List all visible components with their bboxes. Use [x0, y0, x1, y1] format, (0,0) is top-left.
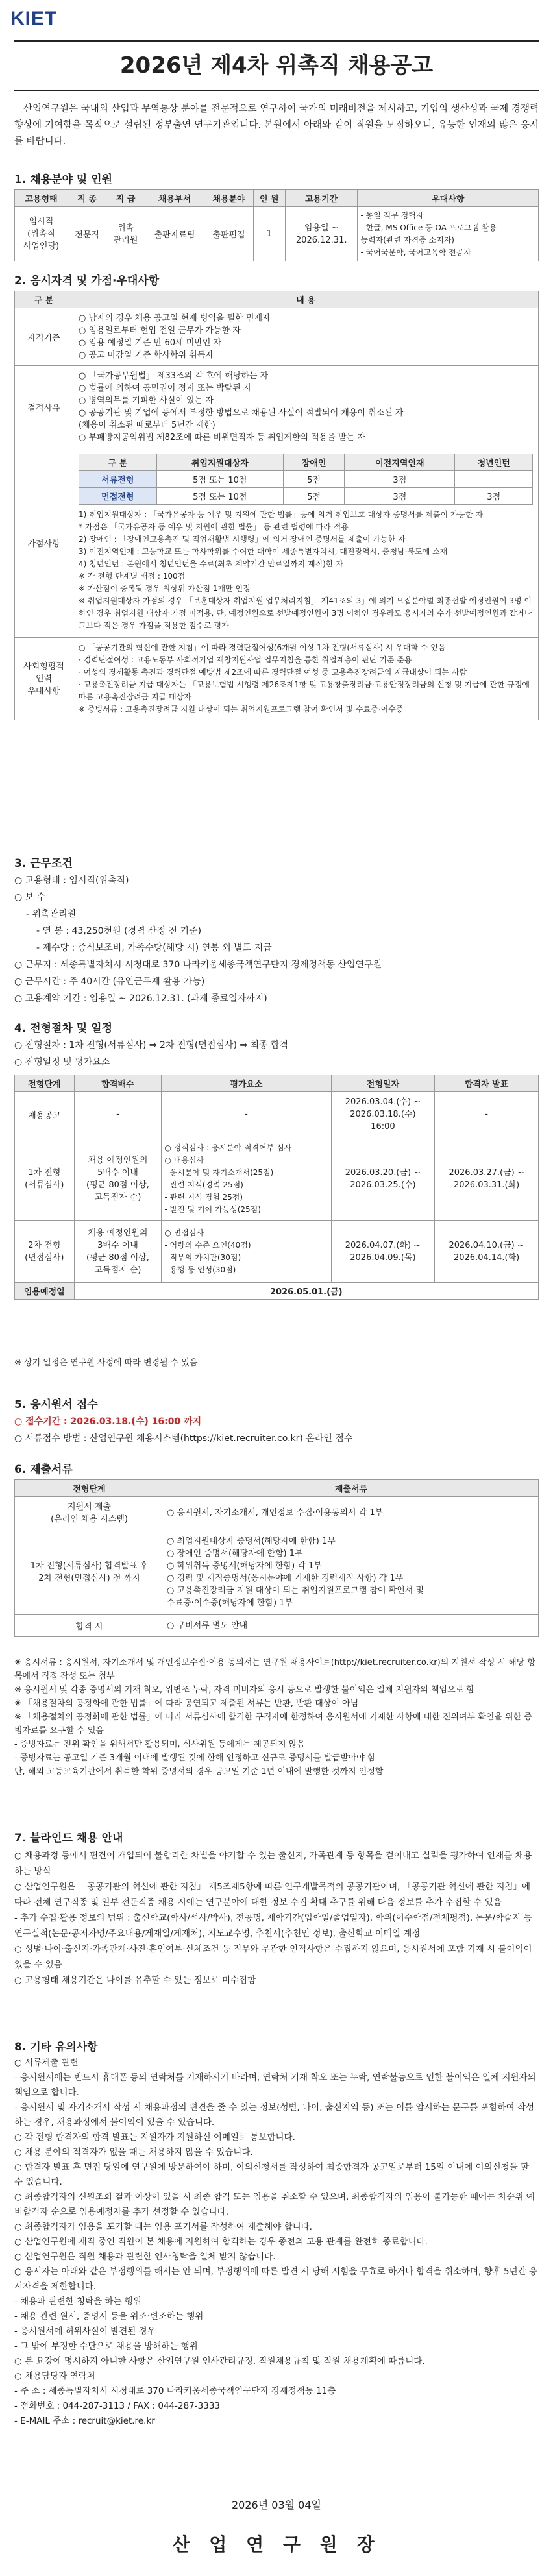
date-line: 2026.04.09.(목) — [350, 1252, 416, 1263]
th-type: 고용형태 — [15, 190, 68, 207]
stage-line: (면접심사) — [25, 1252, 64, 1263]
docs-list — [164, 1529, 539, 1615]
th-period: 고용기간 — [285, 190, 358, 207]
docs-line: ○ 장애인 증명서(해당자에 한함) 1부 — [167, 1548, 303, 1559]
docs-line: ○ 최업지원대상자 증명서(해당자에 한함) 1부 — [167, 1536, 336, 1546]
qual-line: ○ 공고 마감일 기준 학사학위 취득자 — [79, 350, 214, 360]
pref-line: - 동일 직무 경력자 — [360, 210, 424, 220]
social-content — [73, 638, 539, 720]
docs-stage-line: 지원서 제출 — [68, 1501, 111, 1512]
social-label-line: 사회형평적 — [23, 661, 64, 672]
type-line: 임시직 — [29, 217, 54, 226]
social-line: · 경력단절여성 : 고용노동부 사회적기업 재창지원사업 업무지침을 통한 취업계층이 판단 기준 준용 — [79, 655, 412, 664]
condition-line: ○ 고용계약 기간 : 임용일 ~ 2026.12.31. (과제 종료일자까지) — [14, 993, 267, 1004]
other-line: ○ 채용담당자 연락처 — [14, 2371, 95, 2381]
documents-notes — [14, 1656, 539, 1779]
type-line: 사업인당) — [23, 241, 60, 251]
docs-line: ○ 응시원서, 자기소개서, 개인정보 수집·이용동의서 각 1부 — [167, 1508, 384, 1518]
docs-stage: 합격 시 — [15, 1615, 164, 1637]
stage-cell: 채용공고 — [15, 1092, 75, 1137]
ratio-cell — [74, 1221, 162, 1283]
blind-line: ○ 채용과정 등에서 편견이 개입되어 불합리한 차별을 야기할 수 있는 출신지, 가족관계 등 항목을 걷어내고 실력을 평가하여 인재를 채용하는 방식 — [14, 1851, 532, 1877]
other-line: - 응시원서 및 자기소개서 작성 시 채용과정의 편견을 줄 수 있는 정보(성별, 나이, 출신지역 등) 또는 이를 암시하는 문구를 포함하여 작성하는 경우, 채용과정에서 불이익이 있을 수 있습니다. — [14, 2102, 534, 2128]
recruit-field-table — [14, 189, 539, 261]
bonus-row-name: 면접전형 — [79, 488, 157, 505]
schedule-th: 합격배수 — [74, 1075, 162, 1092]
intro-text: 산업연구원은 국내외 산업과 무역통상 분야를 전문적으로 연구하여 국가의 미래비전을 제시하고, 기업의 생산성과 국제 경쟁력 향상에 기여함을 목적으로 설립된 정부출연 연구기관입니다. 본원에서 아래와 같이 직원을 모집하오니, 유능한 인재의 많은 응시를 바랍니다. — [14, 104, 539, 147]
section-4-heading: 4. 전형절차 및 일정 — [14, 1022, 112, 1035]
bonus-cell: 5점 또는 10점 — [156, 488, 284, 505]
pref-line: - 한글, MS Office 등 OA 프로그램 활용 — [360, 223, 497, 232]
other-line: - 전화번호 : 044-287-3113 / FAX : 044-287-3333 — [14, 2401, 220, 2411]
blind-line: ○ 성별·나이·출신지·가족관계·사진·혼인여부·신체조건 등 직무와 무관한 인적사항은 수집하지 않으며, 응시원서에 포함 기재 시 불이익이 있을 수 있음 — [14, 1944, 532, 1970]
disq-line: ○ 공공기관 및 기업에 등에서 부정한 방법으로 채용된 사실이 적발되어 채용이 취소된 자 — [79, 408, 404, 418]
result-cell: - — [435, 1092, 539, 1137]
section-6-heading: 6. 제출서류 — [14, 1463, 73, 1476]
bonus-th: 장애인 — [284, 454, 345, 471]
bonus-note: 3) 이전지역인재 : 고등학교 또는 학사학위를 수여한 대학이 세종특별자치시, 대전광역시, 충청남·북도에 소재 — [79, 547, 448, 556]
th-content: 내 용 — [73, 291, 539, 308]
docs-line: ○ 고용촉진장려금 지원 대상이 되는 취업지원프로그램 참여 확인서 및 — [167, 1585, 424, 1596]
cell-count: 1 — [253, 207, 285, 261]
date-line: 16:00 — [371, 1122, 395, 1132]
grade-line: 위촉 — [117, 223, 134, 233]
final-date-value: 2026.05.01.(금) — [74, 1283, 538, 1300]
ratio-line: 채용 예정인원의 — [88, 1228, 148, 1238]
date-cell — [331, 1221, 435, 1283]
th-dept: 채용부서 — [145, 190, 204, 207]
eval-line: - 용행 등 인성(30점) — [164, 1265, 236, 1274]
other-line: - 그 밖에 부정한 수단으로 채용을 방해하는 행위 — [14, 2341, 198, 2351]
docs-th: 전형단계 — [15, 1480, 164, 1497]
th-category: 구 분 — [15, 291, 73, 308]
docs-stage-line: 1차 전형(서류심사) 합격발표 후 — [30, 1561, 149, 1571]
date-line: 2026.03.18.(수) — [350, 1110, 416, 1119]
ratio-line: 5배수 이내 — [97, 1167, 138, 1178]
ratio-line: 고득점자 순) — [94, 1265, 141, 1275]
docs-th: 제출서류 — [164, 1480, 539, 1497]
qual-content — [73, 308, 539, 366]
ratio-line: (평균 80점 이상, — [86, 1252, 149, 1263]
schedule-table — [14, 1075, 539, 1300]
work-conditions — [14, 872, 539, 1007]
other-line: - 응시원서에 허위사실이 발견된 경우 — [14, 2326, 156, 2337]
result-line: 2026.04.14.(화) — [453, 1252, 520, 1263]
period-line: 2026.12.31. — [295, 235, 347, 245]
grade-line: 관리원 — [113, 235, 138, 245]
section-7-heading: 7. 블라인드 채용 안내 — [14, 1832, 123, 1845]
bonus-cell: 5점 — [284, 488, 345, 505]
docs-list — [164, 1497, 539, 1529]
date-line: 2026.03.25.(수) — [350, 1180, 416, 1190]
other-line: ○ 채용 분야의 적격자가 없을 때는 채용하지 않을 수 있습니다. — [14, 2147, 253, 2157]
notice-date: 2026년 03월 04일 — [232, 2499, 321, 2511]
other-line: - 채용과 관련한 청탁을 하는 행위 — [14, 2296, 141, 2307]
stage-cell — [15, 1221, 75, 1283]
blind-line: - 추가 수집·활용 정보의 범위 : 출신학교(학사/석사/박사), 전공명, 재학기간(입학일/졸업일자), 학위(이수학점/전체평점), 논문/학술지 등 연구실적(논문·공저자명/주요내용/게재일/게재처), 지도교수명, 추천서(추천인 정보), 출신학교 이메일 계정 — [14, 1913, 532, 1939]
th-job: 직 종 — [68, 190, 106, 207]
pref-line: 능력자(관련 자격증 소지자) — [360, 235, 454, 245]
date-line: 2026.03.20.(금) ~ — [345, 1167, 421, 1178]
bonus-note: 1) 취업지원대상자 : 「국가유공자 등 예우 및 지원에 관한 법률」등에 의거 취업보호 대상자 증명서를 제출이 가능한 자 — [79, 510, 484, 519]
eval-line: ○ 정식심사 : 응시분야 적격여부 심사 — [164, 1143, 292, 1152]
docs-line: ○ 경력 및 재직증명서(응시분야에 기재한 경력재직 사항) 각 1부 — [167, 1573, 404, 1583]
pref-line: - 국어국문학, 국어교육학 전공자 — [360, 247, 471, 257]
cell-period — [285, 207, 358, 261]
eval-line: ○ 면접심사 — [164, 1228, 204, 1237]
qualification-table — [14, 291, 539, 720]
section-5-heading: 5. 응시원서 접수 — [14, 1398, 98, 1411]
disq-line: ○ 법률에 의하여 공민권이 정지 또는 박탈된 자 — [79, 383, 252, 393]
cell-type — [15, 207, 68, 261]
social-label-line: 우대사항 — [27, 686, 60, 696]
social-line: · 고용촉진장려금 지급 대상자는 「고용보험법 시행령 제26조제1항 및 고용창출장려금·고용안정장려금의 신청 및 지급에 관한 규정에 따른 고용촉진장려금 지급 대상자 — [79, 680, 530, 701]
bonus-cell: 3점 — [345, 471, 455, 488]
disq-label: 결격사유 — [15, 366, 73, 448]
application-period: ○ 접수기간 : 2026.03.18.(수) 16:00 까지 — [14, 1416, 202, 1427]
bonus-content — [73, 448, 539, 638]
stage-line: 2차 전형 — [28, 1240, 61, 1250]
other-line: ○ 합격자 발표 후 면접 당일에 연구원에 방문하여야 하며, 이의신청서를 작성하여 최종합격자 공고일로부터 15일 이내에 이의신청을 할 수 있습니다. — [14, 2162, 530, 2187]
schedule-th: 합격자 발표 — [435, 1075, 539, 1092]
bonus-label: 가점사항 — [15, 448, 73, 638]
condition-line: - 연 봉 : 43,250천원 (경력 산정 전 기준) — [36, 926, 202, 936]
docs-stage — [15, 1497, 164, 1529]
bonus-note: 2) 장애인 : 「장애인고용촉진 및 직업재활법 시행령」에 의거 장애인 증명서를 제출이 가능한 자 — [79, 535, 406, 544]
condition-line: ○ 고용형태 : 임시직(위촉직) — [14, 875, 129, 886]
result-line: 2026.04.10.(금) ~ — [449, 1240, 524, 1250]
cell-job: 전문직 — [68, 207, 106, 261]
condition-line: ○ 근무지 : 세종특별자치시 시청대로 370 나라키움세종국책연구단지 경제정책동 산업연구원 — [14, 960, 382, 970]
blind-line: ○ 산업연구원은 「공공기관의 혁신에 관한 지침」 제5조제5항에 따른 연구개발목적의 공공기관이며, 「공공기관 혁신에 관한 지침」에 따라 전체 연구직종 및 일부 전문직종 채용 시에는 연구분야에 대한 정보 수집 확대 추구를 위해 다음 정보를 추가 수집할 수 있음 — [14, 1882, 531, 1908]
other-line: ○ 최종합격자의 신원조회 결과 이상이 있을 시 최종 합격 또는 임용을 취소할 수 있으며, 최종합격자의 임용이 불가능한 때에는 차순위 예비합격자 순으로 임용예정자를 추가 선정할 수 있습니다. — [14, 2192, 535, 2217]
section-1-heading: 1. 채용분야 및 인원 — [14, 173, 112, 186]
section-3-heading: 3. 근무조건 — [14, 857, 73, 870]
schedule-note: ※ 상기 일정은 연구원 사정에 따라 변경될 수 있음 — [14, 1358, 198, 1368]
section-2-heading: 2. 응시자격 및 가점·우대사항 — [14, 274, 160, 287]
other-line: ○ 산업연구원에 재직 중인 직원이 본 채용에 지원하여 합격하는 경우 종전의 고용 관계를 완전히 종료합니다. — [14, 2237, 428, 2247]
date-line: 2026.03.04.(수) ~ — [345, 1097, 421, 1107]
type-line: (위촉직 — [27, 229, 55, 239]
docs-note: ※ 응시서류 : 응시원서, 자기소개서 및 개인정보수집·이용 동의서는 연구원 채용사이트(http://kiet.recruiter.co.kr)의 지원서 작성 시 해당 항목에서 직접 작성 또는 첨부 — [14, 1658, 535, 1681]
qual-label: 자격기준 — [15, 308, 73, 366]
stage-line: (서류심사) — [25, 1180, 64, 1190]
bonus-th: 청년인턴 — [455, 454, 533, 471]
docs-stage — [15, 1529, 164, 1615]
eval-line: - 관련 지식 경험 25점) — [164, 1192, 243, 1202]
condition-line: - 제수당 : 중식보조비, 가족수당(해당 시) 연봉 외 별도 지급 — [36, 943, 272, 953]
cell-pref — [358, 207, 539, 261]
th-grade: 직 급 — [106, 190, 145, 207]
date-cell — [331, 1137, 435, 1221]
bonus-row-name: 서류전형 — [79, 471, 157, 488]
section-8-heading: 8. 기타 유의사항 — [14, 2041, 98, 2054]
ratio-cell — [74, 1137, 162, 1221]
result-cell — [435, 1221, 539, 1283]
qual-line: ○ 임용 예정일 기준 만 60세 미만인 자 — [79, 338, 222, 348]
cell-grade — [106, 207, 145, 261]
eval-line: - 직무의 가치관(30점) — [164, 1252, 241, 1262]
schedule-th: 전형단계 — [15, 1075, 75, 1092]
disq-line: (채용이 취소된 때로부터 5년간 제한) — [79, 420, 215, 430]
other-line: ○ 본 요강에 명시하지 아니한 사항은 산업연구원 인사관리규정, 직원채용규칙 및 직원 채용계획에 따릅니다. — [14, 2356, 425, 2366]
cell-dept: 출판자료팀 — [145, 207, 204, 261]
disq-line: ○ 부패방지공익위법 제82조에 따른 비위면직자 등 취업제한의 적용을 받는 자 — [79, 433, 365, 443]
stage-cell — [15, 1137, 75, 1221]
other-line: - 응시원서에는 반드시 휴대폰 등의 연락처를 기재하시기 바라며, 연락처 기재 착오 또는 누락, 연락불능으로 인한 불이익은 일체 지원자의 책임으로 합니다. — [14, 2072, 536, 2098]
eval-line: - 발전 및 기여 가능성(25점) — [164, 1204, 261, 1214]
result-cell — [435, 1137, 539, 1221]
stage-line: 1차 전형 — [28, 1167, 61, 1178]
cell-field: 출판편집 — [204, 207, 253, 261]
qual-line: ○ 임용일로부터 현업 전일 근무가 가능한 자 — [79, 326, 241, 335]
disq-content — [73, 366, 539, 448]
documents-table — [14, 1479, 539, 1637]
kiet-logo: KIET — [10, 8, 58, 29]
bonus-th: 취업지원대상자 — [156, 454, 284, 471]
th-field: 채용분야 — [204, 190, 253, 207]
disq-line: ○ 병역의무를 기피한 사실이 있는 자 — [79, 396, 214, 406]
application-info — [14, 1413, 539, 1447]
eval-line: - 관련 지식(경력 25점) — [164, 1180, 243, 1189]
date-line: 2026.04.07.(화) ~ — [345, 1240, 421, 1250]
th-count: 인 원 — [253, 190, 285, 207]
bonus-note: ※ 가산점이 중복될 경우 최상위 가산점 1개만 인정 — [79, 584, 251, 593]
eval-cell — [162, 1137, 331, 1221]
result-line: 2026.03.31.(화) — [453, 1180, 520, 1190]
docs-note: ※ 응시원서 및 각종 증명서의 기재 착오, 위변조 누락, 자격 미비자의 응시 등으로 발생한 불이익은 일체 지원자의 책임으로 함 — [14, 1685, 474, 1695]
bonus-note: * 가점은 「국가유공자 등 예우 및 지원에 관한 법률」 등 관련 법령에 따라 적용 — [79, 522, 349, 531]
date-cell — [331, 1092, 435, 1137]
eval-cell: - — [162, 1092, 331, 1137]
other-line: ○ 최종합격자가 임용을 포기할 때는 임용 포기서를 작성하여 제출해야 합니다. — [14, 2222, 312, 2232]
bonus-note: ※ 취업지원대상자 가점의 경우 「보훈대상자 취업지원 업무처리지침」 제41조의 3」에 의거 모집분야별 최종선발 예정인원이 3명 이하인 경우 취업지원 대상자 가점 미적용, 단, 예정인원으로 선발예정인원이 3명 이하인 경우라도 응시자의 수가 선발예정인원과 같거나 그보다 적은 경우 가점을 적용한 점수로 평가 — [79, 596, 532, 630]
blind-recruit-info — [14, 1848, 539, 1988]
docs-note: - 증빙자료는 진위 확인을 위해서만 활용되며, 심사위원 등에게는 제공되지 않음 — [14, 1740, 305, 1749]
docs-line: 수료증·이수증(해당자에 한함) 1부 — [167, 1598, 293, 1608]
other-notes — [14, 2056, 539, 2429]
blind-line: ○ 고용형태 채용기간은 나이를 유추할 수 있는 정보로 미수집함 — [14, 1975, 256, 1986]
ratio-line: 고득점자 순) — [94, 1192, 141, 1202]
other-line: - E-MAIL 주소 : recruit@kiet.re.kr — [14, 2416, 155, 2426]
bonus-note: 4) 청년인턴 : 본원에서 청년인턴을 수료(최초 계약기간 만료일까지 재직)한 자 — [79, 559, 343, 568]
issuer-signature: 산 업 연 구 원 장 — [172, 2534, 381, 2555]
other-line: - 주 소 : 세종특별자치시 시청대로 370 나라키움세종국책연구단지 경제정책동 11층 — [14, 2386, 336, 2396]
bonus-cell — [455, 471, 533, 488]
ratio-cell: - — [74, 1092, 162, 1137]
other-line: ○ 산업연구원은 직원 채용과 관련한 인사청탁을 일체 받지 않습니다. — [14, 2252, 276, 2262]
other-line: ○ 응시자는 아래와 같은 부정행위를 해서는 안 되며, 부정행위에 따른 발견 시 당해 시험을 무효로 하거나 합격을 취소하며, 향후 5년간 응시자격을 제한합니다. — [14, 2266, 537, 2292]
schedule-th: 평가요소 — [162, 1075, 331, 1092]
page-title: 2026년 제4차 위촉직 채용공고 — [14, 40, 539, 91]
procedure-line: ○ 전형일정 및 평가요소 — [14, 1057, 110, 1067]
procedure-intro — [14, 1037, 539, 1071]
final-date-label: 임용예정일 — [15, 1283, 75, 1300]
bonus-note: ※ 각 전형 단계별 배점 : 100점 — [79, 572, 186, 581]
condition-line: ○ 근무시간 : 주 40시간 (유연근무제 활용 가능) — [14, 977, 205, 987]
condition-line: ○ 보 수 — [14, 892, 46, 903]
docs-line: ○ 학위취득 증명서(해당자에 한함) 각 1부 — [167, 1561, 322, 1571]
docs-note: ※ 「채용절차의 공정화에 관한 법률」에 따라 서류심사에 합격한 구직자에 한정하여 응시원서에 기재한 사항에 대한 진위여부 확인을 위한 증빙자료를 요구할 수 있음 — [14, 1712, 532, 1736]
condition-line: - 위촉관리원 — [26, 909, 77, 919]
ratio-line: (평균 80점 이상, — [86, 1180, 149, 1190]
ratio-line: 채용 예정인원의 — [88, 1155, 148, 1165]
social-line: ○ 「공공기관의 혁신에 관한 지침」에 따라 경력단절여성(6개월 이상 1차 전형(서류심사) 시 우대할 수 있음 — [79, 643, 446, 652]
bonus-cell: 5점 — [284, 471, 345, 488]
qual-line: ○ 남자의 경우 채용 공고일 현재 병역을 필한 면제자 — [79, 313, 271, 323]
bonus-cell: 3점 — [455, 488, 533, 505]
docs-note: - 증빙자료는 공고일 기준 3개월 이내에 발행된 것에 한해 인정하고 신규로 증명서를 발급받아야 함 — [14, 1753, 376, 1763]
docs-note: 단, 해외 고등교육기관에서 취득한 학위 증명서의 경우 공고일 기준 1년 이내에 발행한 것까지 인정함 — [14, 1767, 384, 1777]
other-line: - 채용 관련 원서, 증명서 등을 위조·변조하는 행위 — [14, 2311, 204, 2322]
other-line: ○ 각 전형 합격자의 합격 발표는 지원자가 지원하신 이메일로 통보합니다. — [14, 2132, 295, 2143]
application-method: ○ 서류접수 방법 : 산업연구원 채용시스템(https://kiet.recruiter.co.kr) 온라인 접수 — [14, 1433, 353, 1444]
ratio-line: 3배수 이내 — [97, 1240, 138, 1250]
eval-line: ○ 내용심사 — [164, 1155, 204, 1165]
docs-stage-line: 2차 전형(면접심사) 전 까지 — [38, 1573, 140, 1583]
social-line: · 여성의 경제활동 촉진과 경력단절 예방법 제2조에 따른 경력단절 여성 중 고용촉진장려금의 지급대상이 되는 사람 — [79, 668, 467, 677]
docs-note: ※ 「채용절차의 공정화에 관한 법률」에 따라 공연되고 제출된 서류는 반환, 반환 대상이 아님 — [14, 1699, 359, 1708]
eval-cell — [162, 1221, 331, 1283]
bonus-th: 이전지역인재 — [345, 454, 455, 471]
schedule-th: 전형일자 — [331, 1075, 435, 1092]
bonus-th: 구 분 — [79, 454, 157, 471]
bonus-points-table — [79, 454, 533, 505]
th-pref: 우대사항 — [358, 190, 539, 207]
period-line: 임용일 ~ — [304, 223, 339, 233]
social-label — [15, 638, 73, 720]
procedure-line: ○ 전형절차 : 1차 전형(서류심사) ⇒ 2차 전형(면접심사) ⇒ 최종 합격 — [14, 1040, 289, 1051]
other-line: ○ 서류제출 관련 — [14, 2058, 79, 2068]
docs-line: ○ 구비서류 별도 안내 — [164, 1615, 539, 1637]
docs-stage-line: (온라인 채용 시스템) — [51, 1514, 128, 1524]
social-label-line: 인력 — [35, 674, 53, 684]
eval-line: - 응시분야 및 자기소개서(25점) — [164, 1167, 274, 1177]
bonus-cell: 3점 — [345, 488, 455, 505]
social-line: ※ 증빙서류 : 고용촉진장려금 지원 대상이 되는 취업지원프로그램 참여 확인서 및 수료증·이수증 — [79, 705, 404, 714]
bonus-cell: 5점 또는 10점 — [156, 471, 284, 488]
result-line: 2026.03.27.(금) ~ — [449, 1167, 524, 1178]
bonus-notes — [79, 509, 533, 632]
eval-line: - 역량의 수준 요인(40점) — [164, 1240, 251, 1250]
disq-line: ○ 「국가공무원법」 제33조의 각 호에 해당하는 자 — [79, 371, 269, 381]
